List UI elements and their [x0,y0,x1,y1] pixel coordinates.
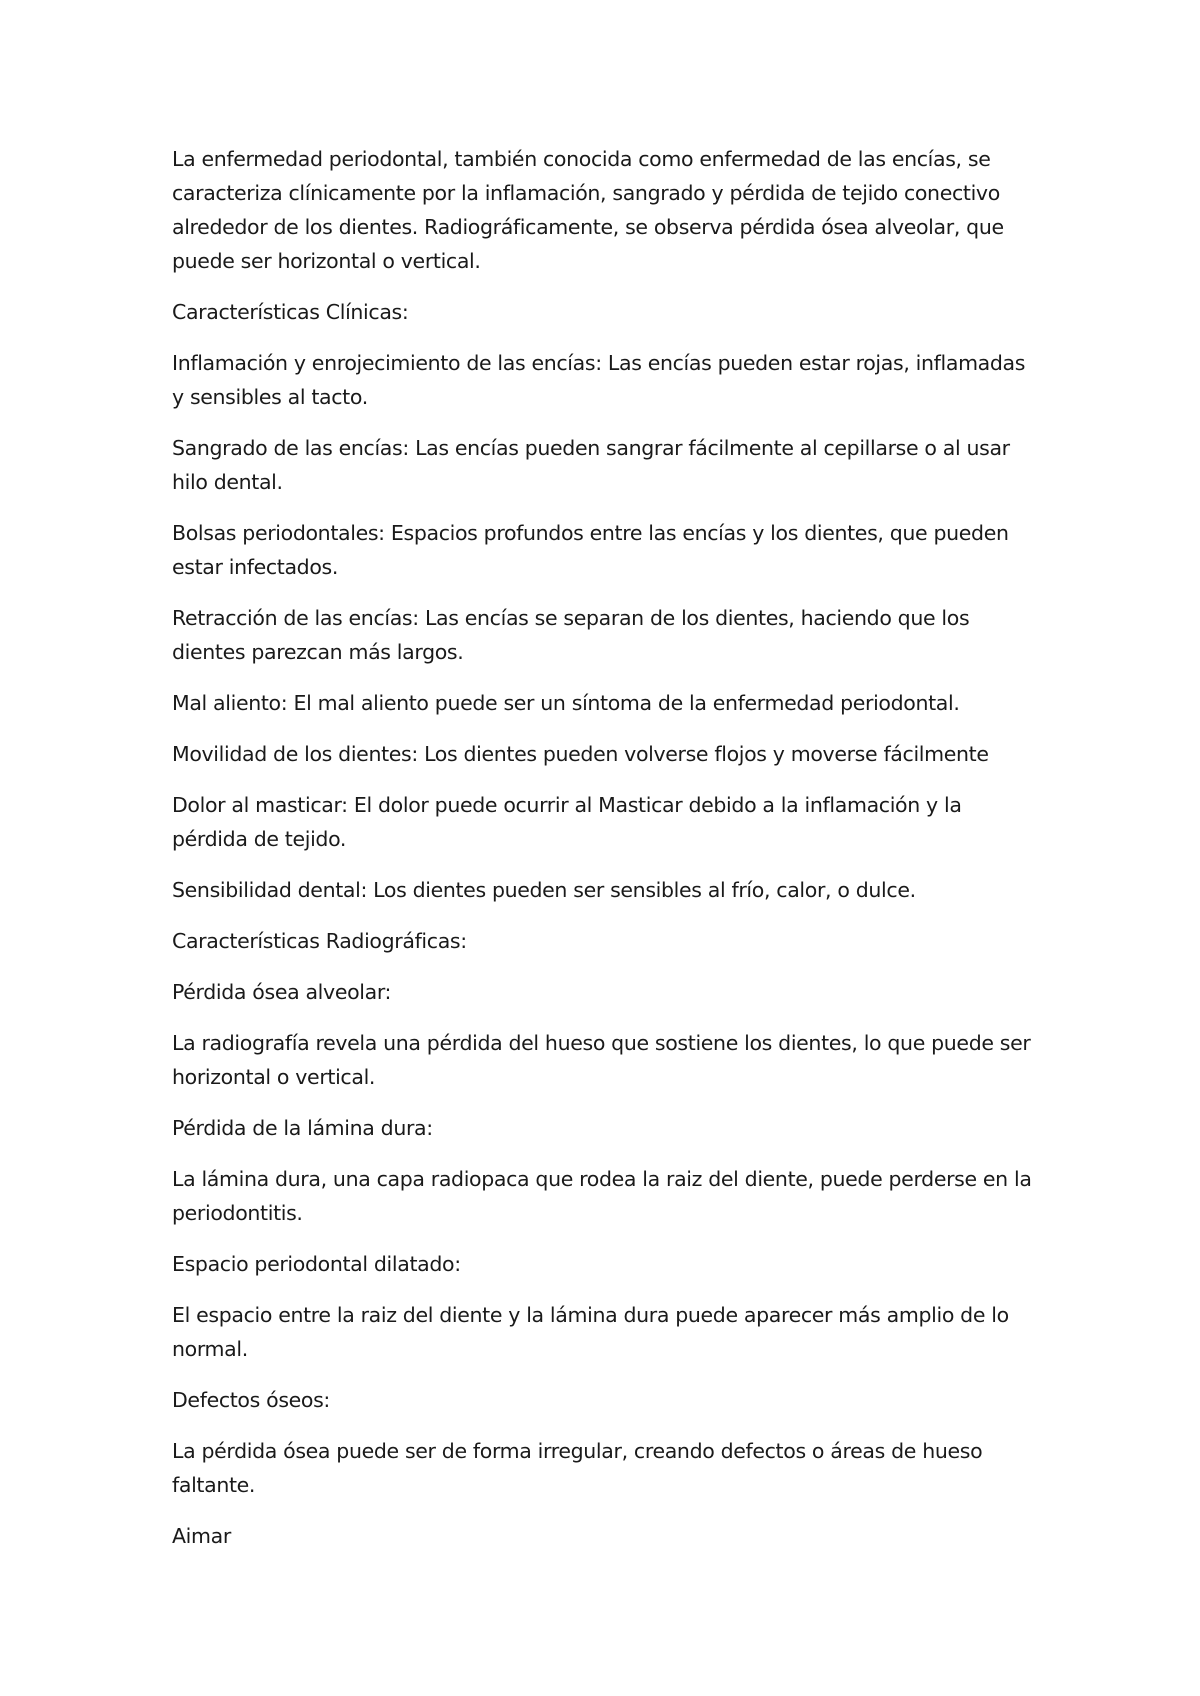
pockets-paragraph: Bolsas periodontales: Espacios profundos entre las encías y los dientes, que pueden estar infectados. [172,521,1009,579]
inflammation-paragraph: Inflamación y enrojecimiento de las encías: Las encías pueden estar rojas, inflamadas y sensibles al tacto. [172,351,1026,409]
bone-loss-paragraph: La radiografía revela una pérdida del hueso que sostiene los dientes, lo que puede ser horizontal o vertical. [172,1031,1031,1089]
bleeding-paragraph: Sangrado de las encías: Las encías pueden sangrar fácilmente al cepillarse o al usar hilo dental. [172,436,1010,494]
bad-breath-paragraph: Mal aliento: El mal aliento puede ser un síntoma de la enfermedad periodontal. [172,691,960,715]
periodontal-space-heading: Espacio periodontal dilatado: [172,1252,461,1276]
intro-paragraph: La enfermedad periodontal, también conocida como enfermedad de las encías, se caracteriza clínicamente por la inflamación, sangrado y pérdida de tejido conectivo alrededor de los dientes. Radiográficamente, se observa pérdida ósea alveolar, que puede ser horizontal o vertical. [172,147,1004,273]
sensitivity-paragraph: Sensibilidad dental: Los dientes pueden ser sensibles al frío, calor, o dulce. [172,878,916,902]
document-body [172,142,1042,1570]
chewing-pain-paragraph: Dolor al masticar: El dolor puede ocurrir al Masticar debido a la inflamación y la pérdida de tejido. [172,793,962,851]
lamina-dura-paragraph: La lámina dura, una capa radiopaca que rodea la raiz del diente, puede perderse en la periodontitis. [172,1167,1032,1225]
clinical-features-heading: Características Clínicas: [172,300,409,324]
periodontal-space-paragraph: El espacio entre la raiz del diente y la lámina dura puede aparecer más amplio de lo normal. [172,1303,1009,1361]
lamina-dura-heading: Pérdida de la lámina dura: [172,1116,433,1140]
bone-loss-heading: Pérdida ósea alveolar: [172,980,392,1004]
radiographic-features-heading: Características Radiográficas: [172,929,467,953]
bone-defects-paragraph: La pérdida ósea puede ser de forma irregular, creando defectos o áreas de hueso faltante. [172,1439,983,1497]
mobility-paragraph: Movilidad de los dientes: Los dientes pueden volverse flojos y moverse fácilmente [172,742,989,766]
bone-defects-heading: Defectos óseos: [172,1388,330,1412]
author-signature: Aimar [172,1524,231,1548]
recession-paragraph: Retracción de las encías: Las encías se separan de los dientes, haciendo que los dientes parezcan más largos. [172,606,970,664]
